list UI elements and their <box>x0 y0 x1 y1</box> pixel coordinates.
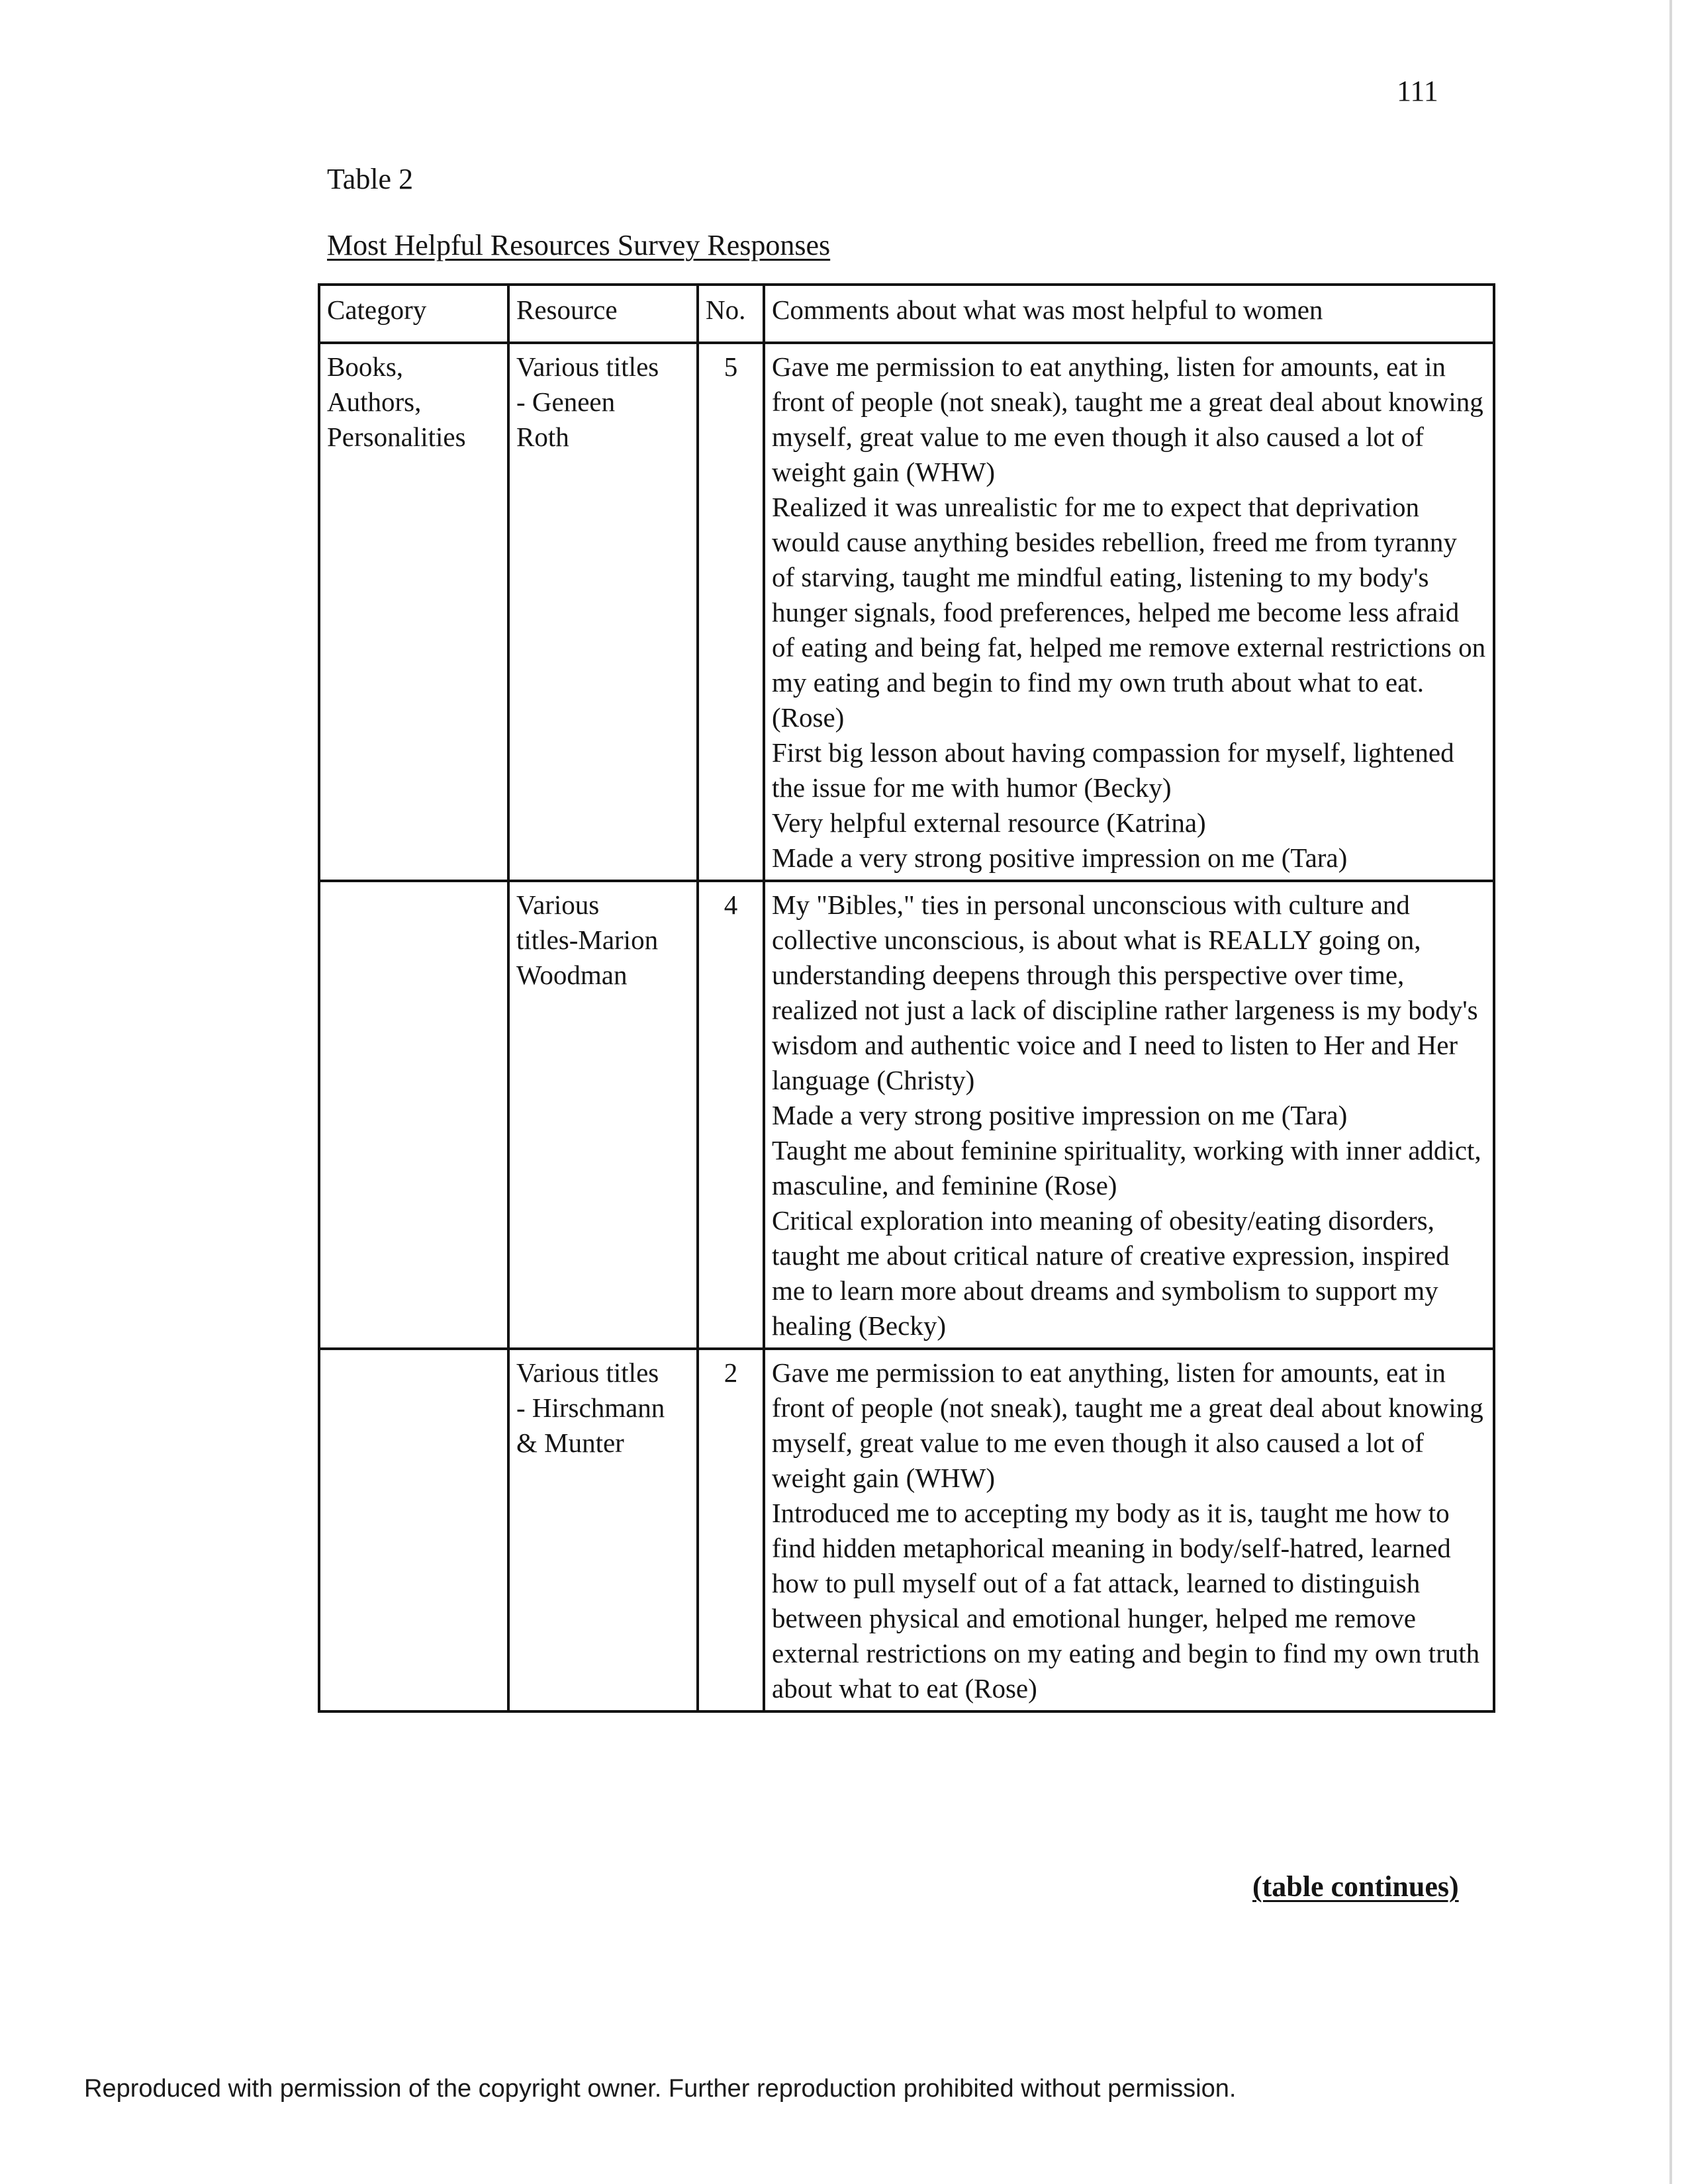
cell-comments <box>764 343 1494 881</box>
comment-text: Gave me permission to eat anything, listen for amounts, eat in front of people (not sneak), taught me a great deal about knowing myself, great value to me even though it also caused a lot of weight gain (WHW) <box>772 351 1483 487</box>
cell-number: 2 <box>698 1349 764 1711</box>
comment-text: Realized it was unrealistic for me to expect that deprivation would cause anything besides rebellion, freed me from tyranny of starving, taught me mindful eating, listening to my body's hunger signals, food preferences, helped me become less afraid of eating and being fat, helped me remove external restrictions on my eating and begin to find my own truth about what to eat. (Rose) <box>772 492 1486 733</box>
column-header-number: No. <box>698 285 764 343</box>
page-number: 111 <box>1397 75 1438 107</box>
comment-text: My "Bibles," ties in personal unconscious with culture and collective unconscious, is about what is REALLY going on, understanding deepens through this perspective over time, realized not just a lack of discipline rather largeness is my body's wisdom and authentic voice and I need to listen to Her and Her language (Christy) <box>772 889 1478 1095</box>
comment-text: Taught me about feminine spirituality, working with inner addict, masculine, and feminine (Rose) <box>772 1135 1481 1201</box>
table-continues-note: (table continues) <box>1252 1870 1459 1903</box>
cell-comments <box>764 881 1494 1349</box>
copyright-footer: Reproduced with permission of the copyright owner. Further reproduction prohibited without permission. <box>84 2075 1237 2103</box>
comment-text: Gave me permission to eat anything, listen for amounts, eat in front of people (not sneak), taught me a great deal about knowing myself, great value to me even though it also caused a lot of weight gain (WHW) <box>772 1357 1483 1493</box>
cell-comments <box>764 1349 1494 1711</box>
table-title: Most Helpful Resources Survey Responses <box>327 229 831 261</box>
table-label: Table 2 <box>327 163 414 195</box>
resources-table <box>318 283 1495 1713</box>
comment-text: Made a very strong positive impression on me (Tara) <box>772 1100 1348 1130</box>
cell-number: 5 <box>698 343 764 881</box>
table-header-row <box>319 285 1494 343</box>
comment-text: First big lesson about having compassion for myself, lightened the issue for me with humor (Becky) <box>772 737 1454 803</box>
column-header-comments: Comments about what was most helpful to women <box>764 285 1494 343</box>
column-header-category: Category <box>319 285 508 343</box>
comment-text: Introduced me to accepting my body as it is, taught me how to find hidden metaphorical meaning in body/self-hatred, learned how to pull myself out of a fat attack, learned to distinguish between physical and emotional hunger, helped me remove external restrictions on my eating and begin to find my own truth about what to eat (Rose) <box>772 1498 1480 1704</box>
cell-number: 4 <box>698 881 764 1349</box>
comment-text: Made a very strong positive impression on me (Tara) <box>772 842 1348 873</box>
comment-text: Critical exploration into meaning of obesity/eating disorders, taught me about critical nature of creative expression, inspired me to learn more about dreams and symbolism to support my healing (Becky) <box>772 1205 1450 1341</box>
column-header-resource: Resource <box>508 285 698 343</box>
cell-resource: Various titles - Hirschmann & Munter <box>508 1349 698 1711</box>
table-row <box>319 1349 1494 1711</box>
table-row <box>319 881 1494 1349</box>
cell-category: Books, Authors, Personalities <box>319 343 508 881</box>
cell-category <box>319 1349 508 1711</box>
comment-text: Very helpful external resource (Katrina) <box>772 807 1206 838</box>
table-row <box>319 343 1494 881</box>
page-edge-line <box>1669 0 1672 2184</box>
cell-category <box>319 881 508 1349</box>
cell-resource: Various titles-Marion Woodman <box>508 881 698 1349</box>
cell-resource: Various titles - Geneen Roth <box>508 343 698 881</box>
table-body <box>319 343 1494 1711</box>
